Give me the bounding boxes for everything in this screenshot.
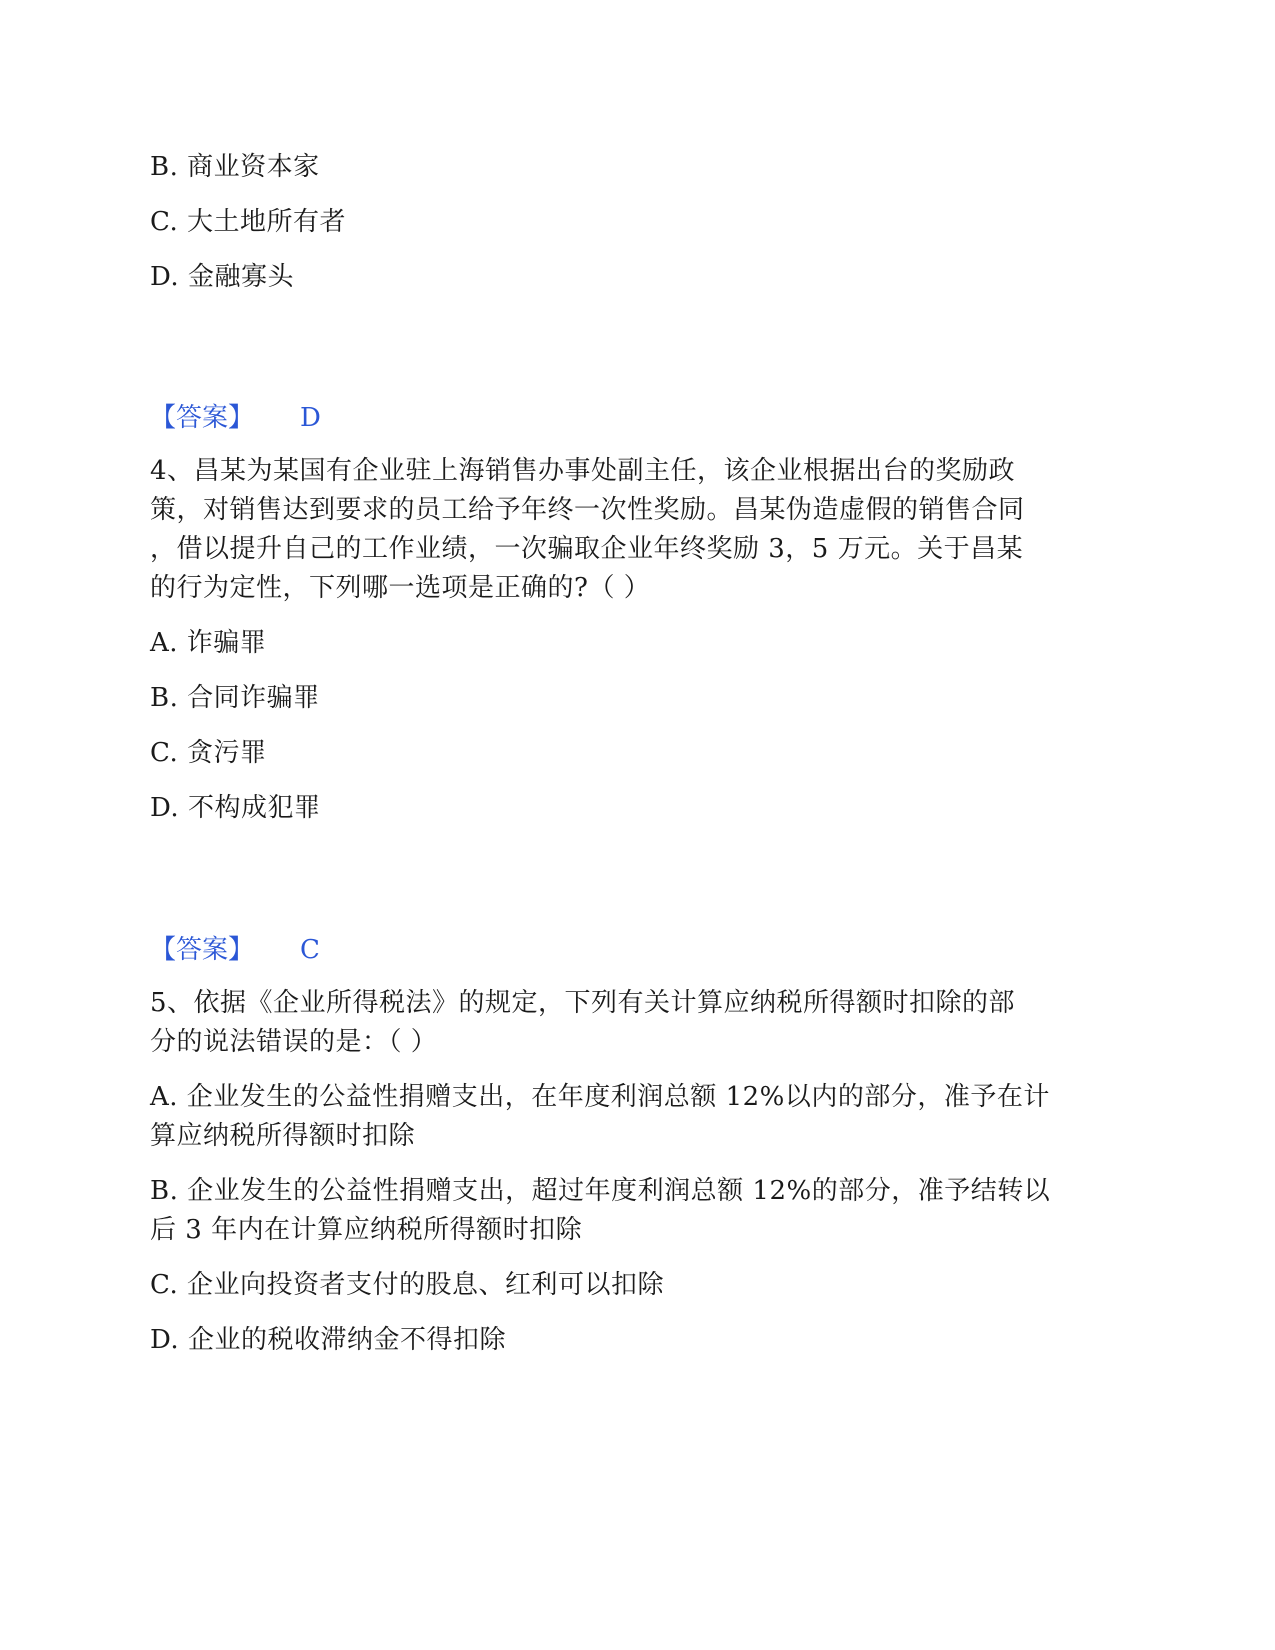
q4-stem-line-3: ，借以提升自己的工作业绩，一次骗取企业年终奖励 3，5 万元。关于昌某 [150,534,1024,564]
q5-option-a-line-1: A. 企业发生的公益性捐赠支出，在年度利润总额 12%以内的部分，准予在计 [150,1082,1050,1112]
q5-stem-line-2: 分的说法错误的是：（ ） [150,1027,438,1057]
q5-option-b-line-2: 后 3 年内在计算应纳税所得额时扣除 [150,1215,583,1245]
q3-option-d: D. 金融寡头 [150,262,294,292]
q5-stem-line-1: 5、依据《企业所得税法》的规定，下列有关计算应纳税所得额时扣除的部 [150,988,1016,1018]
q4-option-b: B. 合同诈骗罪 [150,683,320,713]
answer-value: C [300,935,320,965]
answer-label: 【答案】 [150,403,255,433]
q4-option-c: C. 贪污罪 [150,738,267,768]
q5-option-a-line-2: 算应纳税所得额时扣除 [150,1121,416,1151]
answer-value: D [300,403,321,433]
q4-option-d: D. 不构成犯罪 [150,793,321,823]
q4-stem-line-1: 4、昌某为某国有企业驻上海销售办事处副主任，该企业根据出台的奖励政 [150,456,1016,486]
q4-answer [150,930,320,970]
q5-option-c: C. 企业向投资者支付的股息、红利可以扣除 [150,1270,664,1300]
q4-stem-line-4: 的行为定性，下列哪一选项是正确的?（ ） [150,573,651,603]
q5-option-d: D. 企业的税收滞纳金不得扣除 [150,1325,506,1355]
q3-answer [150,398,321,438]
q4-option-a: A. 诈骗罪 [150,628,267,658]
q3-option-b: B. 商业资本家 [150,152,320,182]
q4-stem-line-2: 策，对销售达到要求的员工给予年终一次性奖励。昌某伪造虚假的销售合同 [150,495,1025,525]
q5-option-b-line-1: B. 企业发生的公益性捐赠支出，超过年度利润总额 12%的部分，准予结转以 [150,1176,1051,1206]
q3-option-c: C. 大土地所有者 [150,207,346,237]
answer-label: 【答案】 [150,935,255,965]
